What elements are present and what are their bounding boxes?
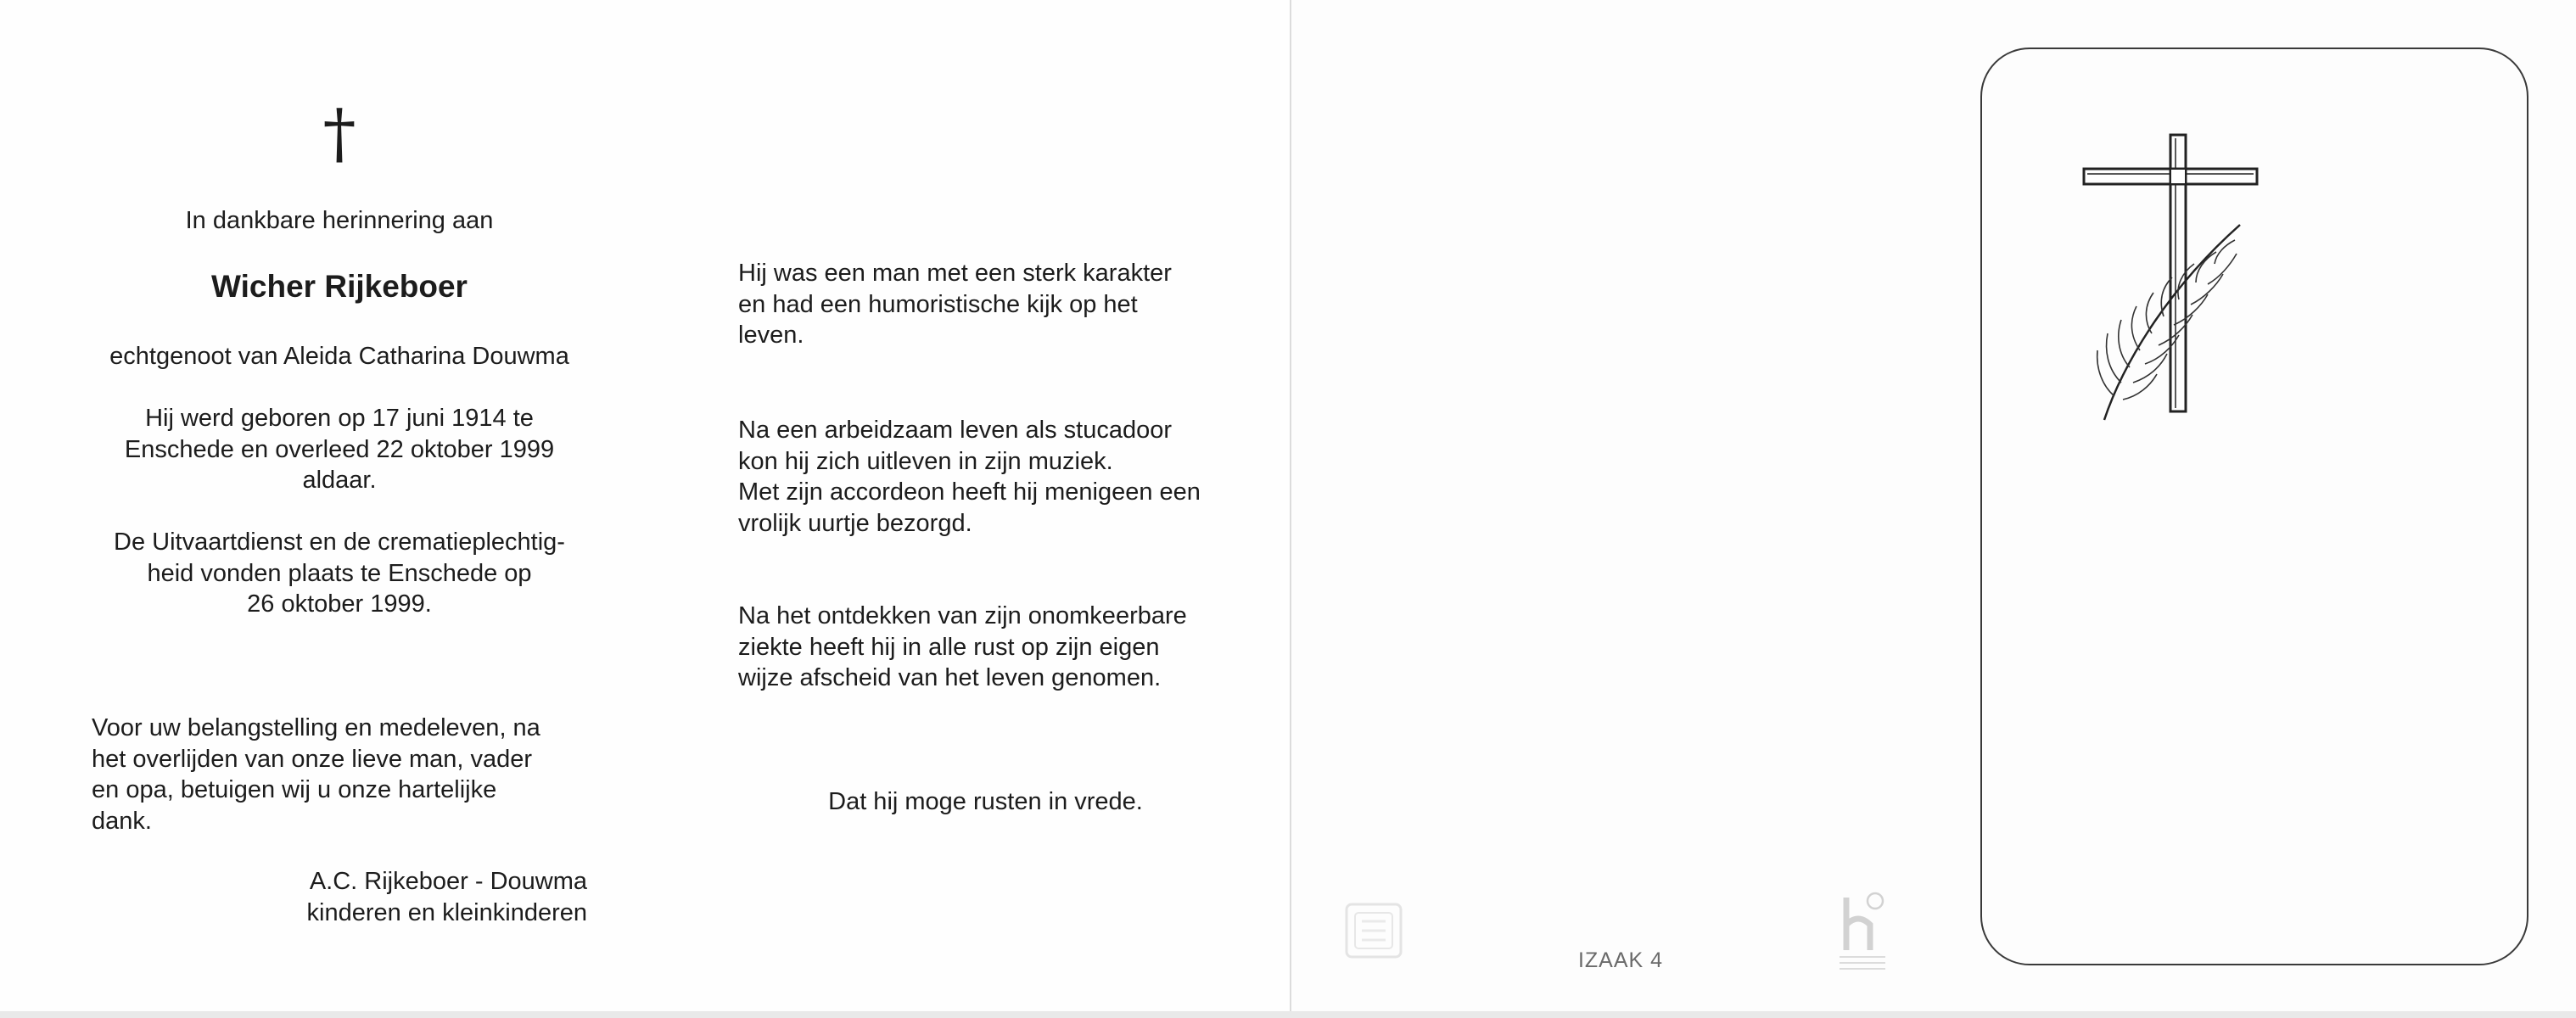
birth-death-text: Hij werd geboren op 17 juni 1914 te Enschede en overleed 22 oktober 1999 aldaar. — [124, 405, 555, 494]
card-fold-line — [1290, 0, 1291, 1018]
closing-blessing: Dat hij moge rusten in vrede. — [828, 788, 1143, 815]
scan-bottom-edge — [0, 1011, 2576, 1018]
character-paragraph: Hij was een man met een sterk karakter en had een humoristische kijk op het leven. — [738, 260, 1172, 349]
illness-paragraph: Na het ontdekken van zijn onomkeerbare ziekte heeft hij in alle rust op zijn eigen wijze afscheid van het leven genomen. — [738, 602, 1187, 691]
model-code: IZAAK 4 — [1577, 948, 1664, 972]
funeral-service-text: De Uitvaartdienst en de crematieplechtig- heid vonden plaats te Enschede op 26 oktober 1999. — [114, 529, 565, 618]
spouse-line: echtgenoot van Aleida Catharina Douwma — [109, 343, 569, 370]
thanks-text: Voor uw belangstelling en medeleven, na het overlijden van onze lieve man, vader en opa, betuigen wij u onze hartelijke dank. — [92, 714, 540, 835]
cross-with-palm-branch-icon — [2079, 131, 2265, 424]
cross-icon: † — [322, 96, 356, 172]
publisher-logo-icon — [1833, 891, 1892, 974]
deceased-name: Wicher Rijkeboer — [211, 269, 468, 304]
intro-text: In dankbare herinnering aan — [185, 207, 494, 234]
printer-logo-icon — [1343, 901, 1404, 960]
family-signature: A.C. Rijkeboer - Douwma kinderen en kleinkinderen — [306, 868, 587, 926]
career-music-paragraph: Na een arbeidzaam leven als stucadoor kon hij zich uitleven in zijn muziek. Met zijn accordeon heeft hij menigeen een vrolijk uurtje bezorgd. — [738, 417, 1201, 537]
